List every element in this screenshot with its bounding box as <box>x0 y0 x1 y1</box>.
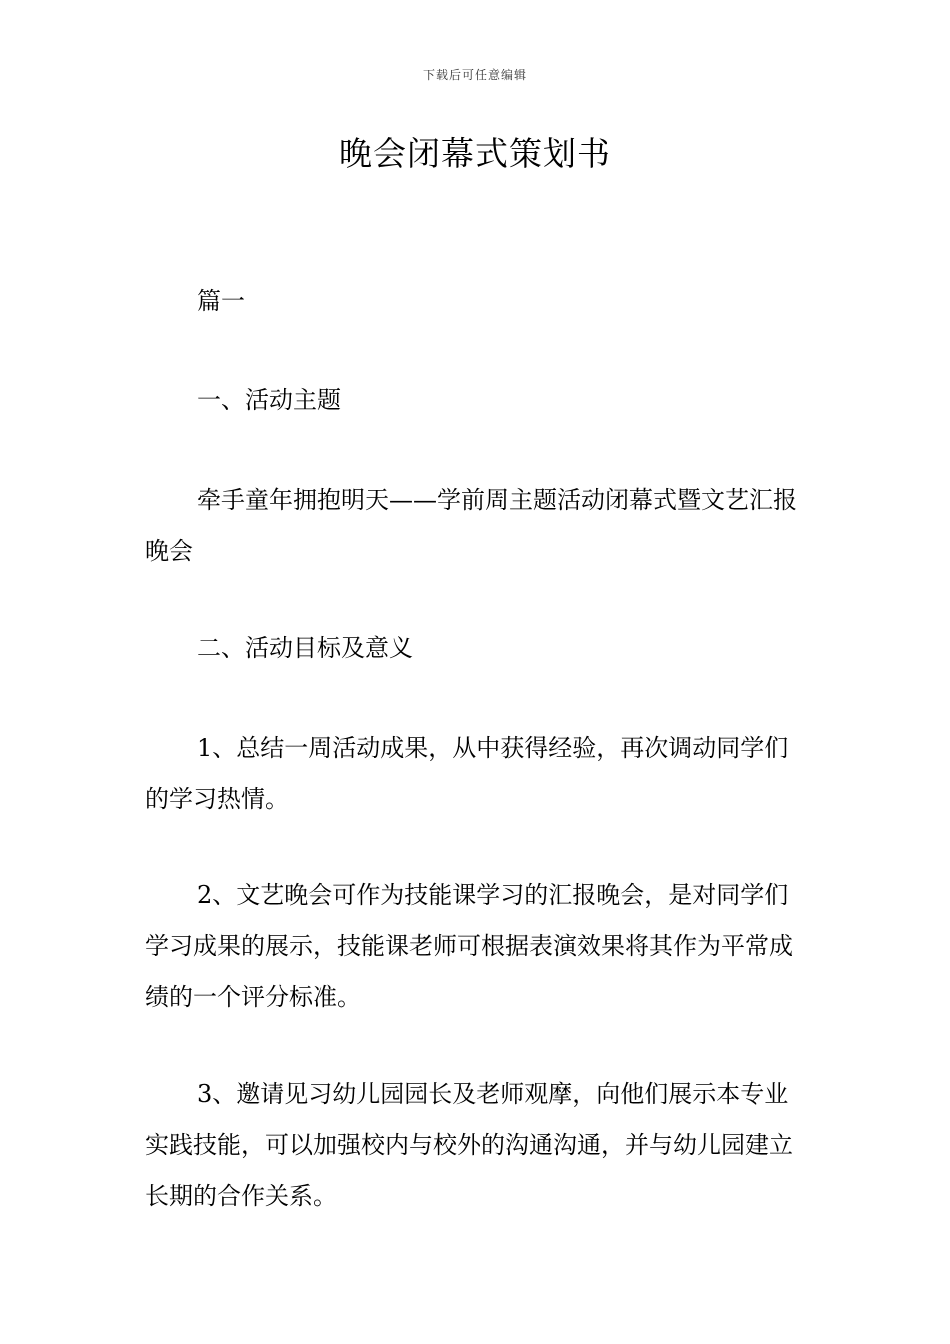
section-label: 篇一 <box>197 287 245 315</box>
header-note: 下载后可任意编辑 <box>422 68 527 82</box>
theme-paragraph: 牵手童年拥抱明天——学前周主题活动闭幕式暨文艺汇报晚会 <box>145 486 797 565</box>
goal-item-2: 2、文艺晚会可作为技能课学习的汇报晚会，是对同学们学习成果的展示，技能课老师可根据表演效果将其作为平常成绩的一个评分标准。 <box>145 881 793 1011</box>
goal-item-1: 1、总结一周活动成果，从中获得经验，再次调动同学们的学习热情。 <box>145 734 789 813</box>
goal-item-3: 3、邀请见习幼儿园园长及老师观摩，向他们展示本专业实践技能，可以加强校内与校外的沟通沟通，并与幼儿园建立长期的合作关系。 <box>145 1080 793 1210</box>
document-title: 晚会闭幕式策划书 <box>339 134 611 173</box>
section-heading-goals: 二、活动目标及意义 <box>197 634 413 662</box>
section-heading-theme: 一、活动主题 <box>197 386 341 414</box>
